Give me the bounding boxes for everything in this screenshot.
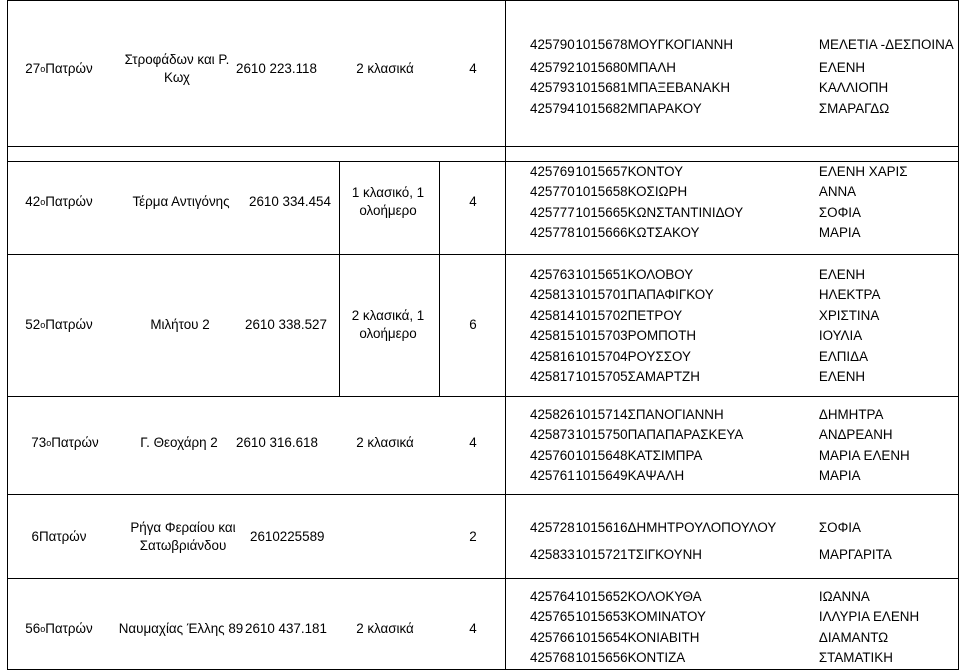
student-firstname: ΙΛΛΥΡΙΑ ΕΛΕΝΗ (818, 609, 920, 625)
student-surname: ΚΟΣΙΩΡΗ (627, 184, 688, 200)
student-id: 425763 (530, 266, 575, 282)
student-firstname: ΜΑΡΙΑ ΕΛΕΝΗ (818, 447, 910, 463)
student-surname: ΚΟΛΟΚΥΘΑ (627, 588, 702, 604)
student-surname: ΚΟΝΙΑΒΙΤΗ (627, 629, 700, 645)
school-phone: 2610 223.118 (236, 60, 317, 76)
class-type: 2 κλασικά (356, 60, 414, 76)
class-type (331, 524, 439, 550)
student-count: 4 (469, 620, 477, 636)
class-type: 1 κλασικό, 1 ολοήμερο (351, 184, 425, 218)
student-row (530, 514, 960, 540)
school-address: Ρήγα Φεραίου και Σατωβριάνδου (130, 519, 236, 553)
school-address: Γ. Θεοχάρη 2 (140, 434, 218, 450)
student-firstname: ΣΜΑΡΑΓΔΩ (818, 100, 890, 116)
student-row (530, 326, 960, 347)
school-block (0, 494, 960, 578)
student-firstname: ΣΟΦΙΑ (818, 519, 861, 535)
student-firstname: ΜΑΡΙΑ (818, 225, 861, 241)
school-block (0, 14, 960, 146)
student-firstname: ΕΛΠΙΔΑ (818, 348, 869, 364)
student-code: 1015666 (575, 225, 628, 241)
student-row (530, 367, 960, 388)
student-code: 1015616 (575, 519, 628, 535)
student-surname: ΚΟΝΤΙΖΑ (627, 650, 686, 666)
student-code: 1015649 (575, 468, 628, 484)
student-id: 425768 (530, 650, 575, 666)
student-firstname: ΕΛΕΝΗ (818, 369, 866, 385)
student-id: 425761 (530, 468, 575, 484)
student-surname: ΤΣΙΓΚΟΥΝΗ (627, 546, 702, 562)
school-phone: 2610 338.527 (245, 316, 327, 332)
school-name: 56 ο Πατρών (25, 620, 93, 636)
student-surname: ΚΑΨΑΛΗ (627, 468, 685, 484)
student-id: 425793 (530, 80, 575, 96)
student-row (530, 627, 960, 648)
student-list (530, 586, 960, 668)
school-block (0, 161, 960, 254)
school-phone: 2610225589 (250, 528, 325, 544)
student-surname: ΠΑΠΑΠΑΡΑΣΚΕΥΑ (627, 427, 744, 443)
student-surname: ΠΑΠΑΦΙΓΚΟΥ (627, 287, 714, 303)
student-row (530, 223, 960, 244)
student-firstname: ΗΛΕΚΤΡΑ (818, 287, 881, 303)
class-type: 2 κλασικά (356, 620, 414, 636)
student-id: 425794 (530, 100, 575, 116)
student-firstname: ΑΝΝΑ (818, 184, 857, 200)
school-phone: 2610 316.618 (236, 434, 318, 450)
student-id: 425769 (530, 163, 575, 179)
class-type: 2 κλασικά (356, 434, 414, 450)
school-address: Μιλήτου 2 (150, 316, 210, 332)
student-row (530, 31, 960, 57)
student-id: 425778 (530, 225, 575, 241)
student-surname: ΜΠΑΞΕΒΑΝΑΚΗ (627, 80, 731, 96)
table-border (7, 146, 958, 147)
student-surname: ΚΩΝΣΤΑΝΤΙΝΙΔΟΥ (627, 204, 744, 220)
school-address: Τέρμα Αντιγόνης (132, 193, 230, 209)
student-firstname: ΙΩΑΝΝΑ (818, 588, 870, 604)
student-code: 1015656 (575, 650, 628, 666)
student-firstname: ΣΟΦΙΑ (818, 204, 861, 220)
student-surname: ΔΗΜΗΤΡΟΥΛΟΠΟΥΛΟΥ (627, 519, 777, 535)
student-row (530, 161, 960, 182)
student-row (530, 404, 960, 425)
student-code: 1015705 (575, 369, 628, 385)
student-list (530, 161, 960, 243)
student-id: 425765 (530, 609, 575, 625)
school-name: 73 ο Πατρών (31, 434, 99, 450)
student-id: 425813 (530, 287, 575, 303)
student-row (530, 285, 960, 306)
student-code: 1015704 (575, 348, 628, 364)
school-block (0, 578, 960, 670)
student-id: 425777 (530, 204, 575, 220)
student-surname: ΠΕΤΡΟΥ (627, 307, 683, 323)
school-block (0, 396, 960, 494)
student-list (530, 264, 960, 387)
class-type: 2 κλασικά, 1 ολοήμερο (351, 307, 425, 341)
student-firstname: ΜΑΡΙΑ (818, 468, 861, 484)
student-surname: ΡΟΜΠΟΤΗ (627, 328, 697, 344)
student-count: 4 (469, 193, 477, 209)
student-id: 425833 (530, 546, 575, 562)
student-code: 1015750 (575, 427, 628, 443)
student-firstname: ΧΡΙΣΤΙΝΑ (818, 307, 880, 323)
student-code: 1015648 (575, 447, 628, 463)
student-row (530, 98, 960, 119)
school-phone: 2610 334.454 (249, 193, 331, 209)
student-surname: ΡΟΥΣΣΟΥ (627, 348, 691, 364)
student-row (530, 57, 960, 78)
student-count: 4 (469, 434, 477, 450)
student-row (530, 607, 960, 628)
student-firstname: ΕΛΕΝΗ ΧΑΡΙΣ (818, 163, 908, 179)
student-id: 425766 (530, 629, 575, 645)
student-firstname: ΙΟΥΛΙΑ (818, 328, 863, 344)
student-row (530, 544, 960, 565)
student-code: 1015681 (575, 80, 628, 96)
student-count: 6 (469, 316, 477, 332)
school-address: Στροφάδων και Ρ. Κωχ (124, 51, 230, 85)
student-code: 1015721 (575, 546, 628, 562)
student-surname: ΚΑΤΣΙΜΠΡΑ (627, 447, 703, 463)
student-firstname: ΚΑΛΛΙΟΠΗ (818, 80, 889, 96)
student-id: 425760 (530, 447, 575, 463)
student-id: 425764 (530, 588, 575, 604)
student-code: 1015651 (575, 266, 628, 282)
student-row (530, 305, 960, 326)
student-id: 425790 (530, 36, 575, 52)
student-firstname: ΕΛΕΝΗ (818, 266, 866, 282)
student-id: 425814 (530, 307, 575, 323)
student-surname: ΜΠΑΡΑΚΟΥ (627, 100, 702, 116)
school-phone: 2610 437.181 (245, 620, 327, 636)
student-code: 1015714 (575, 406, 628, 422)
student-id: 425817 (530, 369, 575, 385)
student-firstname: ΣΤΑΜΑΤΙΚΗ (818, 650, 893, 666)
student-surname: ΚΟΝΤΟΥ (627, 163, 684, 179)
student-surname: ΜΟΥΓΚΟΓΙΑΝΝΗ (627, 36, 734, 52)
school-block (0, 254, 960, 396)
student-row (530, 202, 960, 223)
student-id: 425792 (530, 59, 575, 75)
student-id: 425815 (530, 328, 575, 344)
student-row (530, 346, 960, 367)
student-count: 2 (469, 528, 477, 544)
school-name: 42 ο Πατρών (25, 193, 93, 209)
student-code: 1015702 (575, 307, 628, 323)
student-row (530, 586, 960, 607)
student-firstname: ΜΕΛΕΤΙΑ -ΔΕΣΠΟΙΝΑ (818, 36, 954, 52)
student-count: 4 (469, 60, 477, 76)
student-firstname: ΜΑΡΓΑΡΙΤΑ (818, 546, 892, 562)
student-id: 425816 (530, 348, 575, 364)
student-code: 1015653 (575, 609, 628, 625)
student-firstname: ΕΛΕΝΗ (818, 59, 866, 75)
school-name: 6 Πατρών (31, 528, 87, 544)
student-surname: ΜΠΑΛΗ (627, 59, 676, 75)
student-list (530, 31, 960, 119)
student-row (530, 264, 960, 285)
student-code: 1015701 (575, 287, 628, 303)
school-name: 52 ο Πατρών (25, 316, 93, 332)
student-list (530, 404, 960, 486)
student-surname: ΚΟΜΙΝΑΤΟΥ (627, 609, 706, 625)
student-list (530, 514, 960, 565)
student-row (530, 445, 960, 466)
student-surname: ΣΠΑΝΟΓΙΑΝΝΗ (627, 406, 724, 422)
student-row (530, 182, 960, 203)
table-border (7, 0, 958, 1)
student-id: 425873 (530, 427, 575, 443)
student-code: 1015665 (575, 204, 628, 220)
student-code: 1015682 (575, 100, 628, 116)
student-firstname: ΔΙΑΜΑΝΤΩ (818, 629, 889, 645)
student-surname: ΚΟΛΟΒΟΥ (627, 266, 694, 282)
student-row (530, 78, 960, 99)
student-row (530, 425, 960, 446)
school-address: Ναυμαχίας Έλλης 89 (118, 620, 244, 636)
student-code: 1015657 (575, 163, 628, 179)
student-row (530, 648, 960, 669)
student-id: 425770 (530, 184, 575, 200)
student-surname: ΚΩΤΣΑΚΟΥ (627, 225, 700, 241)
student-id: 425728 (530, 519, 575, 535)
student-code: 1015680 (575, 59, 628, 75)
student-code: 1015703 (575, 328, 628, 344)
student-firstname: ΔΗΜΗΤΡΑ (818, 406, 884, 422)
student-id: 425826 (530, 406, 575, 422)
student-code: 1015678 (575, 36, 628, 52)
student-code: 1015654 (575, 629, 628, 645)
school-name: 27 ο Πατρών (25, 60, 93, 76)
student-firstname: ΑΝΔΡΕΑΝΗ (818, 427, 893, 443)
student-code: 1015658 (575, 184, 628, 200)
student-row (530, 466, 960, 487)
student-surname: ΣΑΜΑΡΤΖΗ (627, 369, 700, 385)
student-code: 1015652 (575, 588, 628, 604)
